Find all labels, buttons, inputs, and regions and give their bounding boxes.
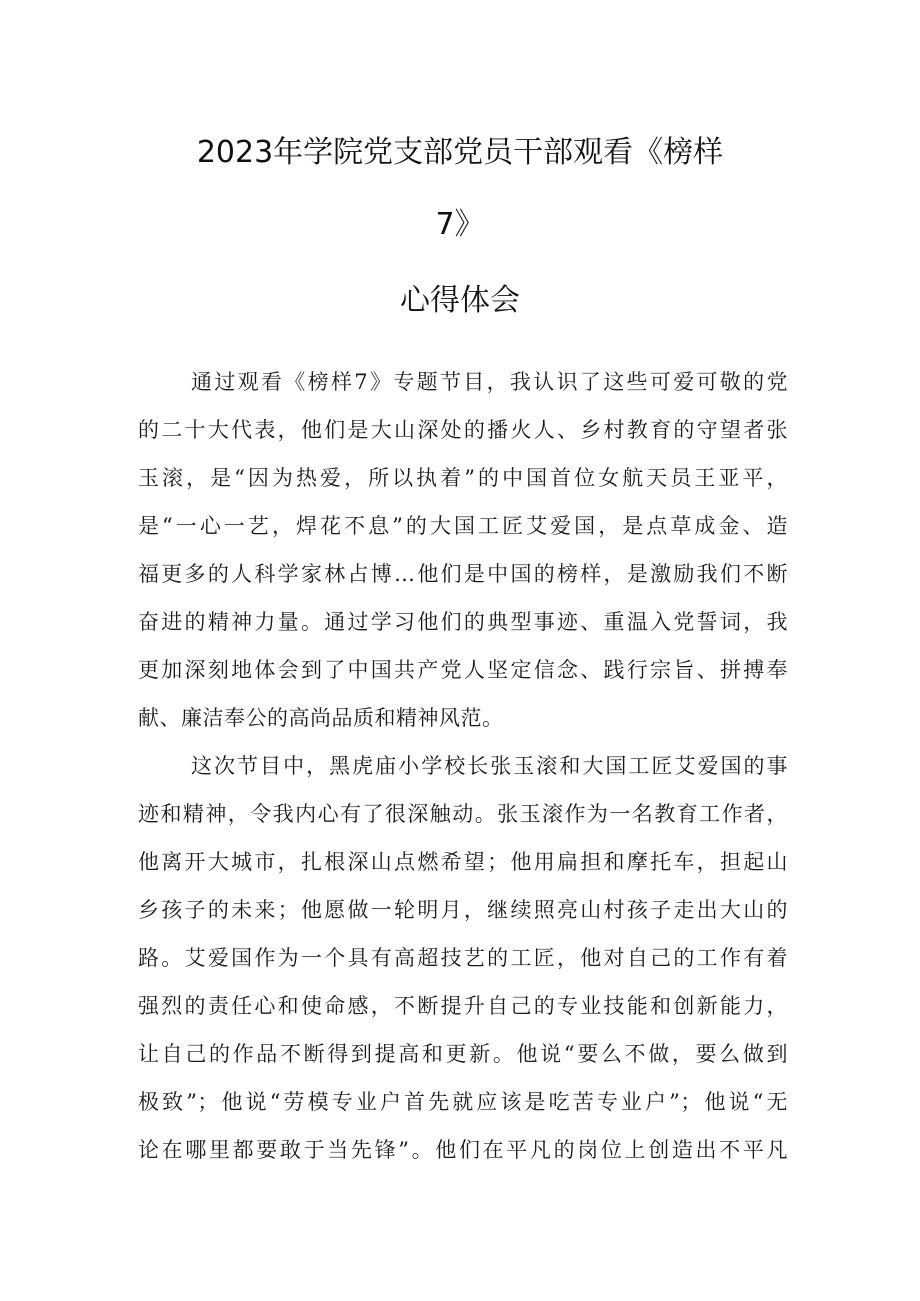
title-line-1: 2023年学院党支部党员干部观看《榜样 bbox=[196, 135, 724, 170]
paragraph2-line: 极致”；他说“劳模专业户首先就应该是吃苦专业户”；他说“无 bbox=[138, 1090, 788, 1114]
paragraph2-line: 这次节目中，黑虎庙小学校长张玉滚和大国工匠艾爱国的事 bbox=[191, 754, 788, 778]
title-line-2: 7》 bbox=[435, 207, 485, 242]
paragraph1-line: 更加深刻地体会到了中国共产党人坚定信念、践行宗旨、拼搏奉 bbox=[138, 658, 788, 682]
paragraph1-line: 是“一心一艺，焊花不息”的大国工匠艾爱国，是点草成金、造 bbox=[138, 514, 788, 538]
paragraph1-line: 的二十大代表，他们是大山深处的播火人、乡村教育的守望者张 bbox=[138, 418, 788, 442]
paragraph2-line: 迹和精神，令我内心有了很深触动。张玉滚作为一名教育工作者， bbox=[138, 802, 788, 826]
paragraph1-line: 献、廉洁奉公的高尚品质和精神风范。 bbox=[138, 706, 504, 730]
paragraph2-line: 路。艾爱国作为一个具有高超技艺的工匠，他对自己的工作有着 bbox=[138, 946, 788, 970]
paragraph2-line: 他离开大城市，扎根深山点燃希望；他用扁担和摩托车，担起山 bbox=[138, 850, 788, 874]
paragraph1-line: 玉滚，是“因为热爱，所以执着”的中国首位女航天员王亚平， bbox=[138, 466, 788, 490]
paragraph2-line: 乡孩子的未来；他愿做一轮明月，继续照亮山村孩子走出大山的 bbox=[138, 898, 788, 922]
title-line-3: 心得体会 bbox=[400, 283, 520, 318]
paragraph1-line: 通过观看《榜样7》专题节目，我认识了这些可爱可敬的党 bbox=[191, 370, 788, 394]
paragraph2-line: 强烈的责任心和使命感，不断提升自己的专业技能和创新能力， bbox=[138, 994, 788, 1018]
paragraph2-line: 论在哪里都要敢于当先锋”。他们在平凡的岗位上创造出不平凡 bbox=[138, 1138, 788, 1162]
paragraph2-line: 让自己的作品不断得到提高和更新。他说“要么不做，要么做到 bbox=[138, 1042, 788, 1066]
paragraph1-line: 奋进的精神力量。通过学习他们的典型事迹、重温入党誓词，我 bbox=[138, 610, 788, 634]
paragraph1-line: 福更多的人科学家林占博…他们是中国的榜样，是激励我们不断 bbox=[138, 562, 788, 586]
